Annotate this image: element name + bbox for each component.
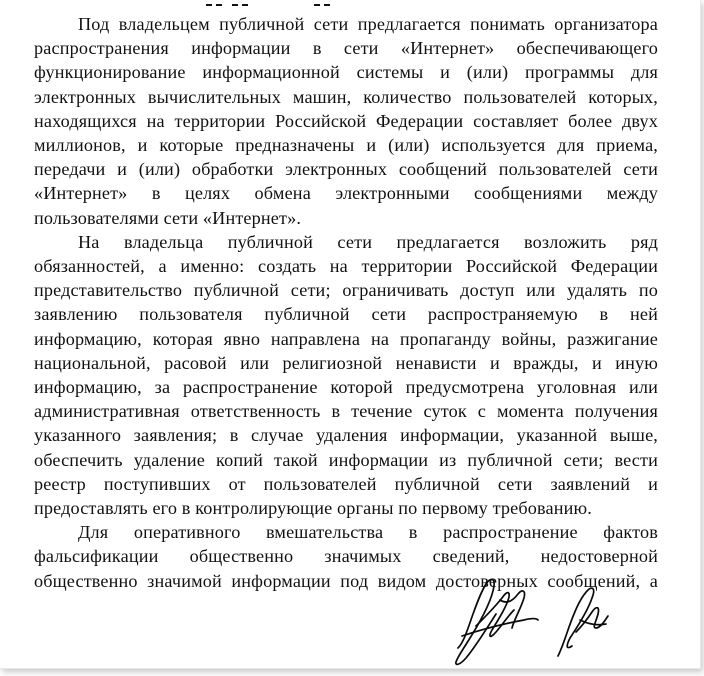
text-line: «Интернет» в целях обмена электронными сообщениями между — [34, 183, 658, 204]
paragraph-2 — [34, 230, 658, 520]
text-line: фальсификации общественно значимых сведений, недостоверной — [34, 546, 658, 567]
text-line: распространения информации в сети «Интернет» обеспечивающего — [34, 38, 658, 59]
text-line: обязанностей, а именно: создать на территории Российской Федерации — [34, 256, 658, 277]
paragraph-1 — [34, 12, 658, 230]
text-line: Под владельцем публичной сети предлагается понимать организатора — [78, 14, 658, 34]
text-line: функционирование информационной системы и (или) программы для — [34, 62, 658, 83]
text-line: миллионов, и которые предназначены и (или) используется для приема, — [34, 135, 658, 156]
paragraph-3 — [34, 520, 658, 593]
text-line: информацию, за распространение которой предусмотрена уголовная или — [34, 377, 658, 398]
text-line: информацию, которая явно направлена на пропаганду войны, разжигание — [34, 328, 658, 349]
text-line: заявлению пользователя публичной сети распространяемую в ней — [34, 304, 658, 325]
text-line: реестр поступивших от пользователей публичной сети заявлений и — [34, 473, 658, 494]
text-line: общественно значимой информации под видом достоверных сообщений, а — [34, 570, 658, 591]
text-line: находящихся на территории Российской Федерации составляет более двух — [34, 110, 658, 131]
text-line: электронных вычислительных машин, количество пользователей которых, — [34, 86, 658, 107]
document-body — [34, 12, 658, 593]
text-line: На владельца публичной сети предлагается возложить ряд — [78, 231, 658, 252]
text-line: передачи и (или) обработки электронных сообщений пользователей сети — [34, 159, 658, 180]
text-line: обеспечить удаление копий такой информации из публичной сети; вести — [34, 449, 658, 470]
text-line: Для оперативного вмешательства в распространение фактов — [78, 522, 658, 543]
text-line: указанного заявления; в случае удаления информации, указанной выше, — [34, 425, 658, 446]
text-line: представительство публичной сети; ограничивать доступ или удалять по — [34, 280, 658, 301]
text-line: пользователями сети «Интернет». — [34, 207, 302, 228]
text-line: административная ответственность в течение суток с момента получения — [34, 401, 658, 422]
text-line: предоставлять его в контролирующие органы по первому требованию. — [34, 498, 592, 519]
cropped-top-line — [0, 0, 700, 6]
text-line: национальной, расовой или религиозной ненависти и вражды, и иную — [34, 352, 658, 373]
